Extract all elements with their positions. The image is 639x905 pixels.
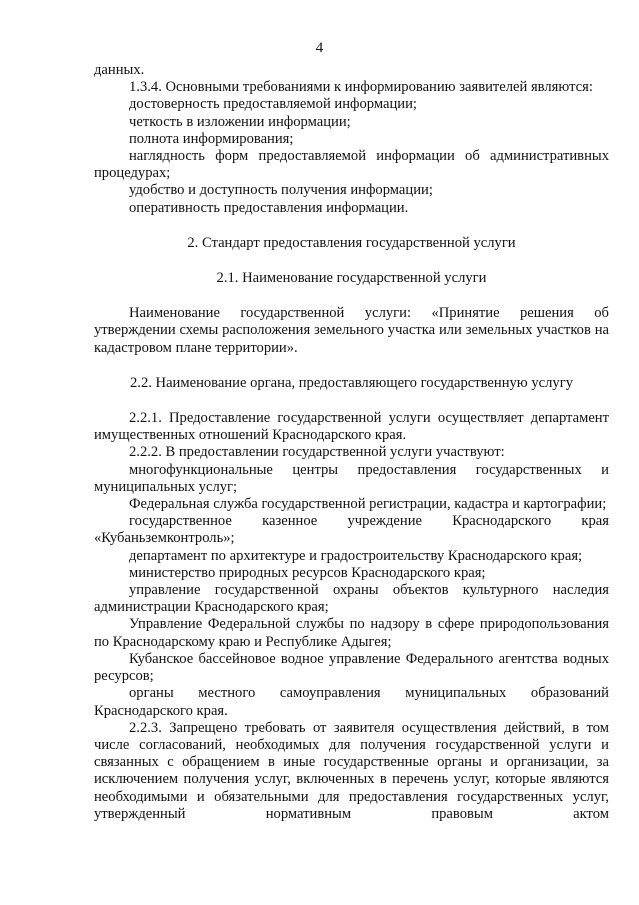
list-item: министерство природных ресурсов Краснодарского края; (129, 564, 486, 581)
page-number: 4 (315, 40, 324, 56)
paragraph: полнота информирования; (129, 130, 294, 147)
subsection-heading: 2.2. Наименование органа, предоставляющего государственную услугу (130, 374, 573, 391)
paragraph: 1.3.4. Основными требованиями к информированию заявителей являются: (129, 79, 593, 96)
list-item: Управление Федеральной службы по надзору в сфере природопользования по Краснодарскому краю и Республике Адыгея; (94, 616, 609, 650)
paragraph: 2.2.3. Запрещено требовать от заявителя осуществления действий, в том числе согласований, необходимых для получения государственной услуги и связанных с обращением в иные государственные органы и организации, за исключением получения услуг, включенных в перечень услуг, которые являются необходимыми и обязательными для предоставления государственных услуг, утвержденный нормативным правовым актом (94, 719, 609, 822)
paragraph: оперативность предоставления информации. (129, 199, 409, 216)
section-heading: 2. Стандарт предоставления государственной услуги (187, 234, 516, 251)
paragraph: четкость в изложении информации; (129, 113, 351, 130)
subsection-heading: 2.1. Наименование государственной услуги (216, 270, 487, 287)
paragraph: данных. (94, 62, 145, 78)
list-item: государственное казенное учреждение Краснодарского края «Кубаньземконтроль»; (94, 513, 609, 547)
list-item: Федеральная служба государственной регистрации, кадастра и картографии; (129, 496, 607, 513)
paragraph: наглядность форм предоставляемой информации об административных процедурах; (94, 148, 609, 182)
paragraph: 2.2.1. Предоставление государственной услуги осуществляет департамент имущественных отношений Краснодарского края. (94, 410, 609, 444)
list-item: департамент по архитектуре и градостроительству Краснодарского края; (129, 547, 583, 564)
list-item: управление государственной охраны объектов культурного наследия администрации Краснодарского края; (94, 582, 609, 616)
paragraph: достоверность предоставляемой информации; (129, 96, 417, 113)
list-item: органы местного самоуправления муниципальных образований Краснодарского края. (94, 685, 609, 719)
document-body (94, 62, 609, 823)
paragraph: 2.2.2. В предоставлении государственной услуги участвуют: (129, 444, 505, 461)
paragraph: удобство и доступность получения информации; (129, 182, 433, 199)
list-item: Кубанское бассейновое водное управление Федерального агентства водных ресурсов; (94, 650, 609, 685)
list-item: многофункциональные центры предоставления государственных и муниципальных услуг; (94, 461, 609, 495)
paragraph: Наименование государственной услуги: «Принятие решения об утверждении схемы расположения земельного участка или земельных участков на кадастровом плане территории». (94, 305, 609, 356)
